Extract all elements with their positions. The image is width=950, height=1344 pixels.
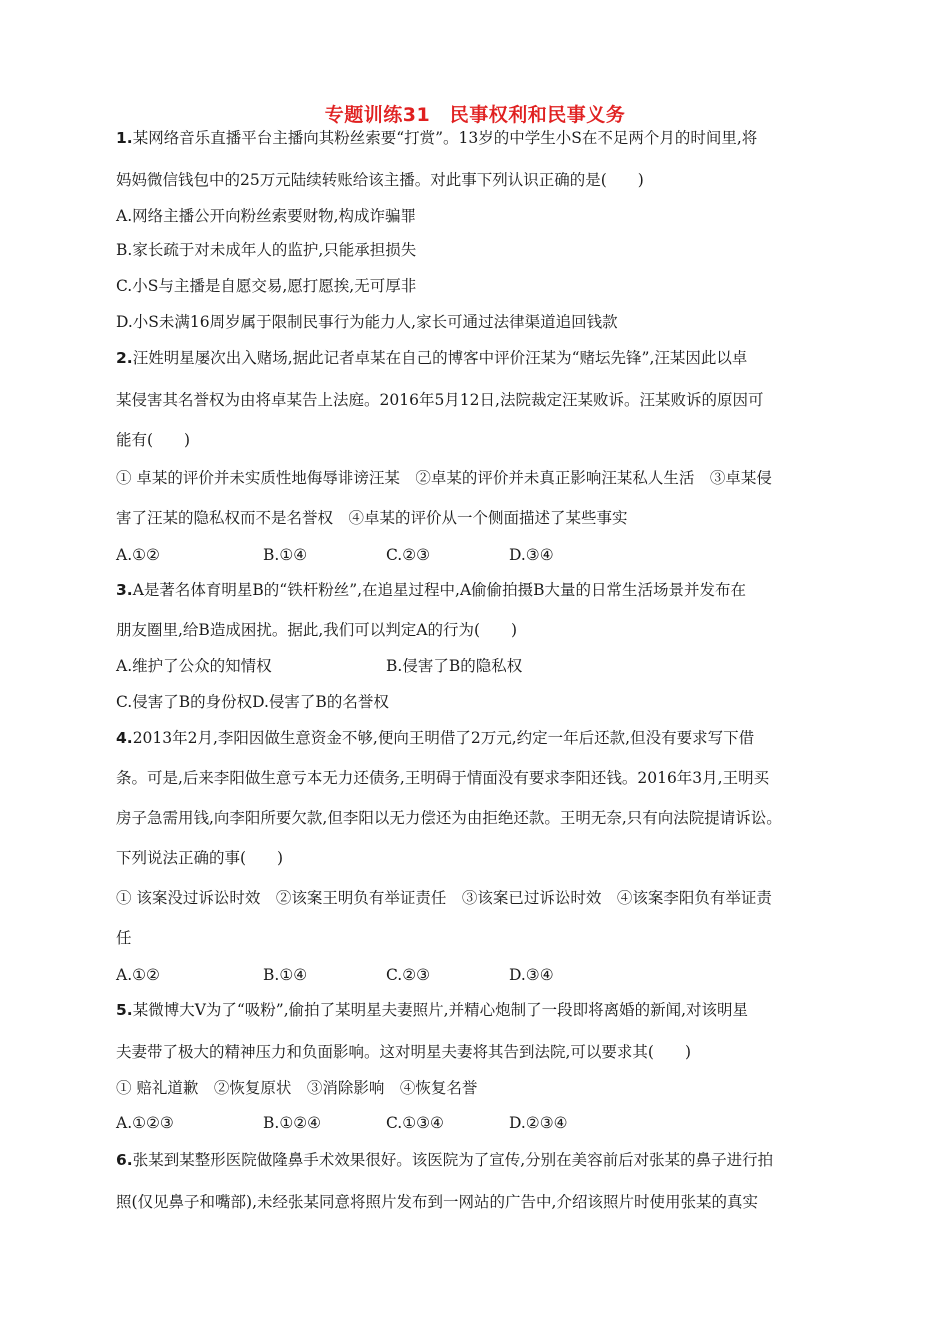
question-1-option-c: C.小S与主播是自愿交易,愿打愿挨,无可厚非 <box>116 277 417 295</box>
question-2-items-line-2: 害了汪某的隐私权而不是名誉权 ④卓某的评价从一个侧面描述了某些事实 <box>116 509 628 527</box>
question-4-items-line-2: 任 <box>116 929 132 947</box>
question-4-line-4: 下列说法正确的事( ) <box>116 849 284 867</box>
question-4-line-3: 房子急需用钱,向李阳所要欠款,但李阳以无力偿还为由拒绝还款。王明无奈,只有向法院提请诉讼。 <box>116 809 782 827</box>
question-5-options <box>116 1113 568 1133</box>
option-c: C.②③ <box>386 966 431 984</box>
question-text: 张某到某整形医院做隆鼻手术效果很好。该医院为了宣传,分别在美容前后对张某的鼻子进行拍 <box>132 1151 774 1169</box>
question-2-items-line-1: ① 卓某的评价并未实质性地侮辱诽谤汪某 ②卓某的评价并未真正影响汪某私人生活 ③卓某侵 <box>116 469 772 487</box>
question-1-line-2: 妈妈微信钱包中的25万元陆续转账给该主播。对此事下列认识正确的是( ) <box>116 171 644 189</box>
question-1-line-1 <box>116 128 757 148</box>
option-b: B.①④ <box>263 966 308 984</box>
option-c: C.①③④ <box>386 1114 444 1132</box>
page-title: 专题训练31 民事权利和民事义务 <box>324 104 626 126</box>
question-number: 6. <box>116 1151 133 1169</box>
question-3-line-2: 朋友圈里,给B造成困扰。据此,我们可以判定A的行为( ) <box>116 621 518 639</box>
option-c: C.②③ <box>386 546 431 564</box>
question-5-line-2: 夫妻带了极大的精神压力和负面影响。这对明星夫妻将其告到法院,可以要求其( ) <box>116 1043 692 1061</box>
question-number: 4. <box>116 729 133 747</box>
question-2-line-1 <box>116 348 747 368</box>
option-a: A.①② <box>116 546 160 564</box>
question-text: A是著名体育明星B的“铁杆粉丝”,在追星过程中,A偷偷拍摄B大量的日常生活场景并发布在 <box>132 581 747 599</box>
option-d: D.③④ <box>509 966 554 984</box>
option-d: D.②③④ <box>509 1114 568 1132</box>
question-6-line-1 <box>116 1150 773 1170</box>
question-1-option-b: B.家长疏于对未成年人的监护,只能承担损失 <box>116 241 417 259</box>
question-3-options-row-1 <box>116 656 522 676</box>
question-text: 某网络音乐直播平台主播向其粉丝索要“打赏”。13岁的中学生小S在不足两个月的时间里,将 <box>132 129 758 147</box>
option-d: D.③④ <box>509 546 554 564</box>
option-a: A.①②③ <box>116 1114 174 1132</box>
question-number: 3. <box>116 581 133 599</box>
question-text: 汪姓明星屡次出入赌场,据此记者卓某在自己的博客中评价汪某为“赌坛先锋”,汪某因此以卓 <box>132 349 748 367</box>
question-4-options <box>116 965 554 985</box>
option-b: B.侵害了B的隐私权 <box>386 657 523 675</box>
question-2-line-2: 某侵害其名誉权为由将卓某告上法庭。2016年5月12日,法院裁定汪某败诉。汪某败诉的原因可 <box>116 391 764 409</box>
question-text: 2013年2月,李阳因做生意资金不够,便向王明借了2万元,约定一年后还款,但没有要求写下借 <box>132 729 755 747</box>
question-4-line-1 <box>116 728 754 748</box>
question-5-line-1 <box>116 1000 748 1020</box>
question-4-line-2: 条。可是,后来李阳做生意亏本无力还债务,王明碍于情面没有要求李阳还钱。2016年3月,王明买 <box>116 769 770 787</box>
option-b: B.①②④ <box>263 1114 322 1132</box>
option-a: A.维护了公众的知情权 <box>116 657 272 675</box>
option-b: B.①④ <box>263 546 308 564</box>
question-1-option-a: A.网络主播公开向粉丝索要财物,构成诈骗罪 <box>116 207 417 225</box>
question-text: 某微博大V为了“吸粉”,偷拍了某明星夫妻照片,并精心炮制了一段即将离婚的新闻,对该明星 <box>132 1001 749 1019</box>
question-3-options-row-2: C.侵害了B的身份权D.侵害了B的名誉权 <box>116 693 389 711</box>
question-1-option-d: D.小S未满16周岁属于限制民事行为能力人,家长可通过法律渠道追回钱款 <box>116 313 618 331</box>
option-a: A.①② <box>116 966 160 984</box>
question-6-line-2: 照(仅见鼻子和嘴部),未经张某同意将照片发布到一网站的广告中,介绍该照片时使用张某的真实 <box>116 1193 758 1211</box>
question-number: 2. <box>116 349 133 367</box>
question-5-items-line-1: ① 赔礼道歉 ②恢复原状 ③消除影响 ④恢复名誉 <box>116 1079 478 1097</box>
question-4-items-line-1: ① 该案没过诉讼时效 ②该案王明负有举证责任 ③该案已过诉讼时效 ④该案李阳负有举证责 <box>116 889 772 907</box>
question-2-options <box>116 545 554 565</box>
question-number: 5. <box>116 1001 133 1019</box>
question-number: 1. <box>116 129 133 147</box>
question-3-line-1 <box>116 580 746 600</box>
question-2-line-3: 能有( ) <box>116 431 191 449</box>
